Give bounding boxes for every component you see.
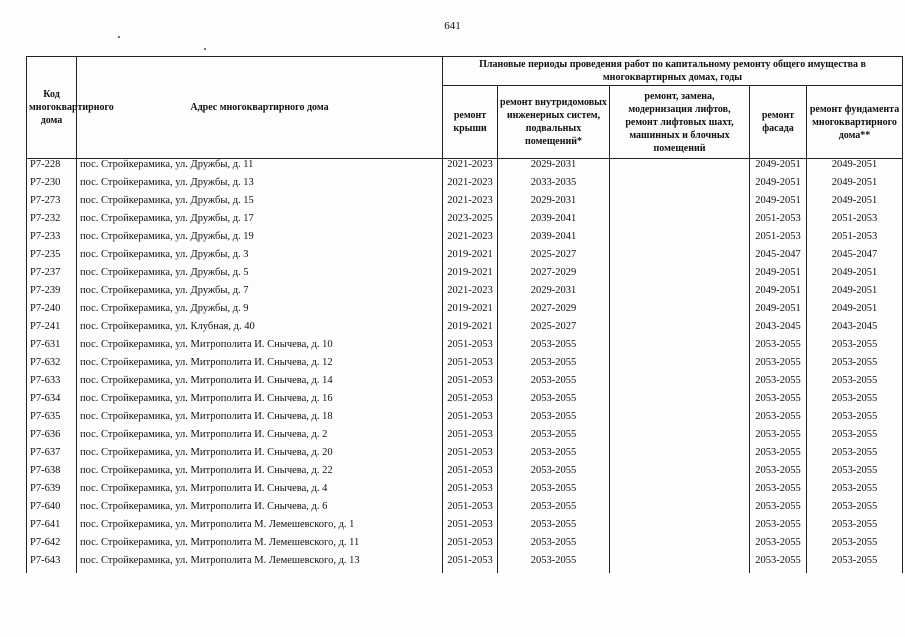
cell-foundation-period: 2051-2053 [807, 213, 903, 231]
cell-lifts-period [610, 357, 750, 375]
cell-roof-period: 2051-2053 [443, 357, 498, 375]
cell-code: Р7-228 [27, 159, 77, 178]
cell-facade-period: 2053-2055 [750, 393, 807, 411]
cell-address: пос. Стройкерамика, ул. Митрополита И. Снычева, д. 22 [77, 465, 443, 483]
cell-systems-period: 2039-2041 [498, 231, 610, 249]
cell-lifts-period [610, 213, 750, 231]
cell-facade-period: 2053-2055 [750, 447, 807, 465]
cell-systems-period: 2027-2029 [498, 267, 610, 285]
cell-code: Р7-639 [27, 483, 77, 501]
cell-foundation-period: 2053-2055 [807, 339, 903, 357]
header-code: Код многоквартирного дома [27, 57, 77, 159]
cell-systems-period: 2053-2055 [498, 519, 610, 537]
cell-facade-period: 2053-2055 [750, 411, 807, 429]
cell-systems-period: 2053-2055 [498, 393, 610, 411]
cell-lifts-period [610, 267, 750, 285]
table-row [27, 285, 903, 303]
cell-systems-period: 2053-2055 [498, 375, 610, 393]
cell-foundation-period: 2053-2055 [807, 555, 903, 573]
scan-speck [118, 36, 120, 38]
cell-foundation-period: 2049-2051 [807, 195, 903, 213]
table-row [27, 357, 903, 375]
cell-lifts-period [610, 429, 750, 447]
cell-facade-period: 2049-2051 [750, 303, 807, 321]
cell-foundation-period: 2051-2053 [807, 231, 903, 249]
cell-facade-period: 2053-2055 [750, 375, 807, 393]
cell-address: пос. Стройкерамика, ул. Дружбы, д. 9 [77, 303, 443, 321]
cell-code: Р7-232 [27, 213, 77, 231]
capital-repair-table [26, 56, 903, 573]
cell-address: пос. Стройкерамика, ул. Дружбы, д. 19 [77, 231, 443, 249]
table-row [27, 501, 903, 519]
cell-systems-period: 2053-2055 [498, 447, 610, 465]
cell-facade-period: 2043-2045 [750, 321, 807, 339]
cell-lifts-period [610, 393, 750, 411]
table-row [27, 339, 903, 357]
cell-lifts-period [610, 375, 750, 393]
cell-roof-period: 2051-2053 [443, 393, 498, 411]
cell-lifts-period [610, 519, 750, 537]
cell-systems-period: 2025-2027 [498, 249, 610, 267]
cell-code: Р7-631 [27, 339, 77, 357]
cell-lifts-period [610, 339, 750, 357]
cell-foundation-period: 2053-2055 [807, 519, 903, 537]
cell-roof-period: 2019-2021 [443, 267, 498, 285]
cell-code: Р7-233 [27, 231, 77, 249]
cell-address: пос. Стройкерамика, ул. Дружбы, д. 13 [77, 177, 443, 195]
cell-roof-period: 2051-2053 [443, 483, 498, 501]
table-row [27, 393, 903, 411]
cell-facade-period: 2053-2055 [750, 555, 807, 573]
cell-address: пос. Стройкерамика, ул. Митрополита И. Снычева, д. 18 [77, 411, 443, 429]
table-row [27, 519, 903, 537]
cell-systems-period: 2053-2055 [498, 555, 610, 573]
cell-lifts-period [610, 465, 750, 483]
cell-roof-period: 2021-2023 [443, 195, 498, 213]
cell-systems-period: 2053-2055 [498, 411, 610, 429]
cell-code: Р7-235 [27, 249, 77, 267]
cell-code: Р7-637 [27, 447, 77, 465]
cell-foundation-period: 2053-2055 [807, 357, 903, 375]
cell-foundation-period: 2053-2055 [807, 447, 903, 465]
table-row [27, 411, 903, 429]
cell-foundation-period: 2053-2055 [807, 375, 903, 393]
cell-address: пос. Стройкерамика, ул. Клубная, д. 40 [77, 321, 443, 339]
cell-lifts-period [610, 501, 750, 519]
header-systems: ремонт внутридомовых инженерных систем, подвальных помещений* [498, 86, 610, 159]
cell-address: пос. Стройкерамика, ул. Дружбы, д. 17 [77, 213, 443, 231]
cell-facade-period: 2053-2055 [750, 357, 807, 375]
cell-foundation-period: 2053-2055 [807, 537, 903, 555]
header-address: Адрес многоквартирного дома [77, 57, 443, 159]
cell-foundation-period: 2053-2055 [807, 411, 903, 429]
header-foundation: ремонт фундамента многоквартирного дома** [807, 86, 903, 159]
table-row [27, 231, 903, 249]
cell-foundation-period: 2053-2055 [807, 429, 903, 447]
cell-roof-period: 2019-2021 [443, 303, 498, 321]
cell-roof-period: 2021-2023 [443, 231, 498, 249]
cell-foundation-period: 2053-2055 [807, 501, 903, 519]
header-lifts: ремонт, замена, модернизация лифтов, ремонт лифтовых шахт, машинных и блочных помещений [610, 86, 750, 159]
cell-roof-period: 2023-2025 [443, 213, 498, 231]
cell-roof-period: 2021-2023 [443, 285, 498, 303]
cell-facade-period: 2049-2051 [750, 267, 807, 285]
cell-code: Р7-273 [27, 195, 77, 213]
cell-roof-period: 2051-2053 [443, 537, 498, 555]
table-row [27, 465, 903, 483]
cell-lifts-period [610, 321, 750, 339]
cell-code: Р7-643 [27, 555, 77, 573]
cell-lifts-period [610, 159, 750, 178]
cell-systems-period: 2025-2027 [498, 321, 610, 339]
cell-lifts-period [610, 537, 750, 555]
cell-roof-period: 2051-2053 [443, 429, 498, 447]
cell-roof-period: 2051-2053 [443, 555, 498, 573]
cell-systems-period: 2027-2029 [498, 303, 610, 321]
cell-systems-period: 2053-2055 [498, 339, 610, 357]
cell-roof-period: 2051-2053 [443, 465, 498, 483]
cell-address: пос. Стройкерамика, ул. Митрополита М. Лемешевского, д. 13 [77, 555, 443, 573]
cell-address: пос. Стройкерамика, ул. Митрополита И. Снычева, д. 12 [77, 357, 443, 375]
cell-roof-period: 2051-2053 [443, 411, 498, 429]
cell-foundation-period: 2049-2051 [807, 285, 903, 303]
table-header-row [27, 57, 903, 86]
cell-address: пос. Стройкерамика, ул. Митрополита И. Снычева, д. 4 [77, 483, 443, 501]
cell-facade-period: 2051-2053 [750, 213, 807, 231]
cell-code: Р7-230 [27, 177, 77, 195]
cell-systems-period: 2053-2055 [498, 537, 610, 555]
cell-systems-period: 2053-2055 [498, 465, 610, 483]
cell-facade-period: 2049-2051 [750, 285, 807, 303]
cell-systems-period: 2053-2055 [498, 357, 610, 375]
table-row [27, 177, 903, 195]
header-roof: ремонт крыши [443, 86, 498, 159]
cell-facade-period: 2053-2055 [750, 483, 807, 501]
cell-code: Р7-239 [27, 285, 77, 303]
cell-roof-period: 2021-2023 [443, 159, 498, 178]
table-row [27, 483, 903, 501]
cell-address: пос. Стройкерамика, ул. Митрополита И. Снычева, д. 6 [77, 501, 443, 519]
table-row [27, 429, 903, 447]
cell-address: пос. Стройкерамика, ул. Дружбы, д. 7 [77, 285, 443, 303]
cell-facade-period: 2053-2055 [750, 537, 807, 555]
cell-facade-period: 2049-2051 [750, 195, 807, 213]
cell-foundation-period: 2049-2051 [807, 159, 903, 178]
table-row [27, 303, 903, 321]
cell-roof-period: 2051-2053 [443, 519, 498, 537]
page-number: 641 [444, 20, 461, 32]
cell-address: пос. Стройкерамика, ул. Митрополита И. Снычева, д. 20 [77, 447, 443, 465]
cell-address: пос. Стройкерамика, ул. Митрополита И. Снычева, д. 16 [77, 393, 443, 411]
table-row [27, 321, 903, 339]
table-row [27, 159, 903, 178]
cell-lifts-period [610, 249, 750, 267]
cell-code: Р7-636 [27, 429, 77, 447]
cell-systems-period: 2053-2055 [498, 483, 610, 501]
cell-facade-period: 2053-2055 [750, 465, 807, 483]
cell-code: Р7-633 [27, 375, 77, 393]
cell-address: пос. Стройкерамика, ул. Митрополита М. Лемешевского, д. 1 [77, 519, 443, 537]
cell-address: пос. Стройкерамика, ул. Митрополита М. Лемешевского, д. 11 [77, 537, 443, 555]
cell-address: пос. Стройкерамика, ул. Дружбы, д. 5 [77, 267, 443, 285]
cell-code: Р7-642 [27, 537, 77, 555]
cell-lifts-period [610, 231, 750, 249]
cell-systems-period: 2029-2031 [498, 285, 610, 303]
cell-code: Р7-632 [27, 357, 77, 375]
cell-facade-period: 2053-2055 [750, 429, 807, 447]
table-row [27, 249, 903, 267]
table-body [27, 159, 903, 574]
cell-roof-period: 2051-2053 [443, 501, 498, 519]
cell-foundation-period: 2049-2051 [807, 303, 903, 321]
cell-roof-period: 2051-2053 [443, 447, 498, 465]
cell-facade-period: 2051-2053 [750, 231, 807, 249]
cell-foundation-period: 2049-2051 [807, 267, 903, 285]
cell-foundation-period: 2043-2045 [807, 321, 903, 339]
cell-roof-period: 2019-2021 [443, 249, 498, 267]
table-row [27, 213, 903, 231]
cell-address: пос. Стройкерамика, ул. Митрополита И. Снычева, д. 2 [77, 429, 443, 447]
cell-foundation-period: 2053-2055 [807, 465, 903, 483]
table-row [27, 267, 903, 285]
cell-roof-period: 2051-2053 [443, 339, 498, 357]
scan-speck [204, 48, 206, 50]
cell-code: Р7-640 [27, 501, 77, 519]
cell-code: Р7-641 [27, 519, 77, 537]
cell-code: Р7-237 [27, 267, 77, 285]
cell-address: пос. Стройкерамика, ул. Дружбы, д. 15 [77, 195, 443, 213]
cell-lifts-period [610, 411, 750, 429]
cell-foundation-period: 2045-2047 [807, 249, 903, 267]
cell-code: Р7-240 [27, 303, 77, 321]
cell-foundation-period: 2053-2055 [807, 483, 903, 501]
cell-lifts-period [610, 285, 750, 303]
table-row [27, 447, 903, 465]
cell-systems-period: 2053-2055 [498, 501, 610, 519]
table-row [27, 195, 903, 213]
cell-address: пос. Стройкерамика, ул. Митрополита И. Снычева, д. 10 [77, 339, 443, 357]
cell-roof-period: 2019-2021 [443, 321, 498, 339]
cell-lifts-period [610, 177, 750, 195]
cell-foundation-period: 2049-2051 [807, 177, 903, 195]
cell-systems-period: 2033-2035 [498, 177, 610, 195]
header-facade: ремонт фасада [750, 86, 807, 159]
cell-lifts-period [610, 483, 750, 501]
cell-address: пос. Стройкерамика, ул. Митрополита И. Снычева, д. 14 [77, 375, 443, 393]
cell-facade-period: 2049-2051 [750, 177, 807, 195]
cell-systems-period: 2029-2031 [498, 195, 610, 213]
cell-lifts-period [610, 447, 750, 465]
cell-facade-period: 2053-2055 [750, 339, 807, 357]
cell-facade-period: 2045-2047 [750, 249, 807, 267]
cell-roof-period: 2021-2023 [443, 177, 498, 195]
cell-facade-period: 2053-2055 [750, 519, 807, 537]
cell-lifts-period [610, 555, 750, 573]
cell-systems-period: 2029-2031 [498, 159, 610, 178]
table-row [27, 375, 903, 393]
cell-code: Р7-638 [27, 465, 77, 483]
cell-lifts-period [610, 195, 750, 213]
cell-systems-period: 2053-2055 [498, 429, 610, 447]
cell-facade-period: 2049-2051 [750, 159, 807, 178]
cell-code: Р7-635 [27, 411, 77, 429]
cell-facade-period: 2053-2055 [750, 501, 807, 519]
cell-lifts-period [610, 303, 750, 321]
cell-code: Р7-634 [27, 393, 77, 411]
cell-roof-period: 2051-2053 [443, 375, 498, 393]
header-periods-group: Плановые периоды проведения работ по капитальному ремонту общего имущества в многоквартирных домах, годы [443, 57, 903, 86]
cell-address: пос. Стройкерамика, ул. Дружбы, д. 3 [77, 249, 443, 267]
cell-address: пос. Стройкерамика, ул. Дружбы, д. 11 [77, 159, 443, 178]
table-row [27, 537, 903, 555]
table-row [27, 555, 903, 573]
cell-systems-period: 2039-2041 [498, 213, 610, 231]
cell-foundation-period: 2053-2055 [807, 393, 903, 411]
cell-code: Р7-241 [27, 321, 77, 339]
